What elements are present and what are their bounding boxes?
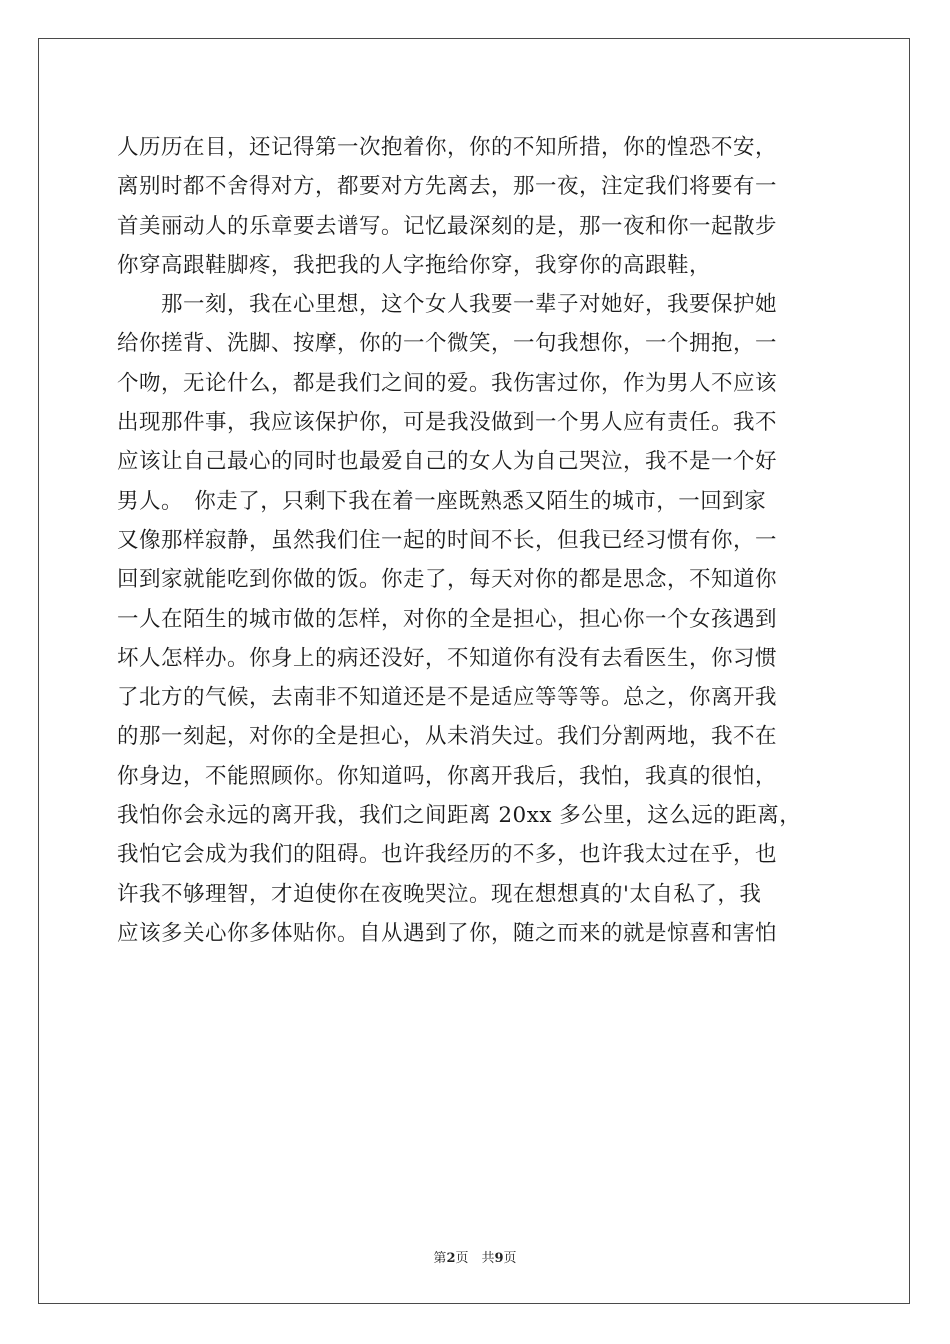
page-mid: 页 共: [455, 1251, 495, 1266]
text-line: 坏人怎样办。你身上的病还没好，不知道你有没有去看医生，你习惯: [117, 645, 778, 671]
text-line: 回到家就能吃到你做的饭。你走了，每天对你的都是思念，不知道你: [117, 567, 778, 593]
text-line: 我怕它会成为我们的阻碍。也许我经历的不多，也许我太过在乎，也: [117, 842, 778, 868]
text-line: 应该让自己最心的同时也最爱自己的女人为自己哭泣，我不是一个好: [117, 449, 778, 475]
current-page-number: 2: [446, 1251, 456, 1266]
text-line: 你穿高跟鞋脚疼，我把我的人字拖给你穿，我穿你的高跟鞋，: [117, 252, 712, 278]
text-line: 许我不够理智，才迫使你在夜晚哭泣。现在想想真的'太自私了，我: [117, 881, 762, 907]
page-footer: [0, 1247, 950, 1266]
document-body: [117, 128, 833, 953]
text-line: 又像那样寂静，虽然我们住一起的时间不长，但我已经习惯有你，一: [117, 527, 778, 553]
text-line: 离别时都不舍得对方，都要对方先离去，那一夜，注定我们将要有一: [117, 174, 778, 200]
text-line: 了北方的气候，去南非不知道还是不是适应等等等。总之，你离开我: [117, 685, 778, 711]
text-line: 出现那件事，我应该保护你，可是我没做到一个男人应有责任。我不: [117, 410, 778, 436]
text-line: 的那一刻起，对你的全是担心，从未消失过。我们分割两地，我不在: [117, 724, 778, 750]
text-line: 给你搓背、洗脚、按摩，你的一个微笑，一句我想你，一个拥抱，一: [117, 331, 778, 357]
page-suffix: 页: [503, 1251, 517, 1266]
page-prefix: 第: [433, 1251, 447, 1266]
text-line: 人历历在目，还记得第一次抱着你，你的不知所措，你的惶恐不安，: [117, 135, 778, 160]
text-line: 男人。 你走了，只剩下我在着一座既熟悉又陌生的城市，一回到家: [117, 488, 767, 514]
text-line: 一人在陌生的城市做的怎样，对你的全是担心，担心你一个女孩遇到: [117, 606, 778, 632]
text-line: 应该多关心你多体贴你。自从遇到了你，随之而来的就是惊喜和害怕: [117, 920, 778, 946]
text-line: 个吻，无论什么，都是我们之间的爱。我伤害过你，作为男人不应该: [117, 370, 778, 396]
text-line: 那一刻，我在心里想，这个女人我要一辈子对她好，我要保护她: [117, 292, 778, 318]
text-line: 你身边，不能照顾你。你知道吗，你离开我后，我怕，我真的很怕，: [117, 763, 778, 789]
total-page-number: 9: [494, 1251, 504, 1266]
text-line: 首美丽动人的乐章要去谱写。记忆最深刻的是，那一夜和你一起散步: [117, 213, 778, 239]
text-line: 我怕你会永远的离开我，我们之间距离 20xx 多公里，这么远的距离，: [117, 803, 802, 829]
